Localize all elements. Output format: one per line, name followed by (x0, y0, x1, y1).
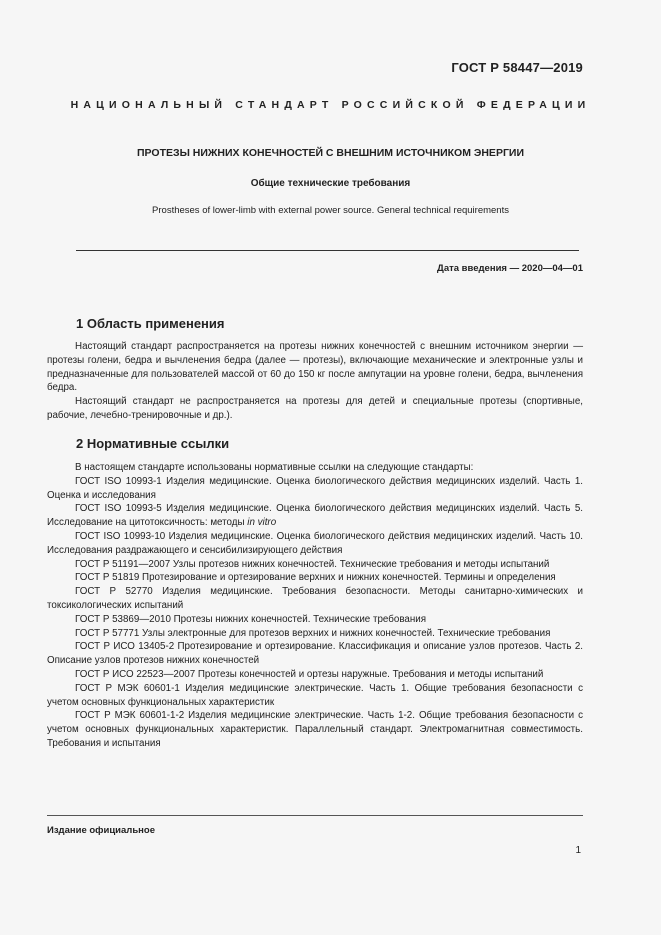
reference-item: ГОСТ ISO 10993-1 Изделия медицинские. Оценка биологического действия медицинских изделий. Часть 1. Оценка и исследования (47, 475, 583, 501)
section-1-heading: 1 Область применения (76, 316, 225, 331)
reference-item: ГОСТ ISO 10993-10 Изделия медицинские. Оценка биологического действия медицинских изделий. Часть 10. Исследования раздражающего и сенсибилизирующего действия (47, 530, 583, 556)
reference-item: ГОСТ Р МЭК 60601-1 Изделия медицинские электрические. Часть 1. Общие требования безопасности с учетом основных функциональных характеристик (47, 682, 583, 708)
organization-title: НАЦИОНАЛЬНЫЙ СТАНДАРТ РОССИЙСКОЙ ФЕДЕРАЦИИ (70, 99, 591, 111)
section-1-paragraph: Настоящий стандарт распространяется на протезы нижних конечностей с внешним источником энергии — протезы голени, бедра и вычленения бедра (далее — протезы), включающие механические и электронные узлы и предназначенные для пользователей массой от 60 до 150 кг после ампутации на уровне голени, бедра, вычленения бедра. (47, 341, 583, 394)
page-number: 1 (575, 845, 581, 856)
section-1-body (47, 340, 583, 423)
footer-divider (47, 815, 583, 816)
document-subtitle: Общие технические требования (250, 178, 411, 189)
section-2-body (47, 461, 583, 751)
reference-item: ГОСТ Р 53869—2010 Протезы нижних конечностей. Технические требования (75, 613, 427, 625)
title-divider (76, 250, 579, 251)
section-1-paragraph: Настоящий стандарт не распространяется на протезы для детей и специальные протезы (спортивные, рабочие, лечебно-тренировочные и др.). (47, 396, 583, 421)
reference-item: ГОСТ Р МЭК 60601-1-2 Изделия медицинские электрические. Часть 1-2. Общие требования безопасности с учетом основных функциональных характеристик. Параллельный стандарт. Электромагнитная совместимость. Требования и испытания (47, 710, 583, 749)
reference-text: ГОСТ ISO 10993-5 Изделия медицинские. Оценка биологического действия медицинских изделий. Часть 5. Исследование на цитотоксичность: методы (47, 503, 583, 529)
reference-item: ГОСТ Р ИСО 13405-2 Протезирование и ортезирование. Классификация и описание узлов протезов. Часть 2. Описание узлов протезов нижних конечностей (47, 641, 583, 667)
reference-item: ГОСТ Р 57771 Узлы электронные для протезов верхних и нижних конечностей. Технические требования (75, 627, 551, 639)
reference-item: ГОСТ Р 51191—2007 Узлы протезов нижних конечностей. Технические требования и методы испытаний (75, 558, 550, 570)
introduction-date: Дата введения — 2020—04—01 (437, 263, 583, 274)
edition-label: Издание официальное (47, 825, 155, 836)
document-code: ГОСТ Р 58447—2019 (451, 60, 583, 75)
english-title: Prostheses of lower-limb with external power source. General technical requirements (152, 205, 509, 216)
reference-italic: in vitro (247, 517, 277, 529)
reference-item: ГОСТ Р 52770 Изделия медицинские. Требования безопасности. Методы санитарно-химических и токсикологических испытаний (47, 586, 583, 611)
section-2-intro: В настоящем стандарте использованы нормативные ссылки на следующие стандарты: (75, 462, 474, 473)
reference-item (47, 502, 583, 530)
document-title: ПРОТЕЗЫ НИЖНИХ КОНЕЧНОСТЕЙ С ВНЕШНИМ ИСТОЧНИКОМ ЭНЕРГИИ (137, 147, 524, 159)
reference-item: ГОСТ Р ИСО 22523—2007 Протезы конечностей и ортезы наружные. Требования и методы испытаний (75, 668, 544, 680)
section-2-heading: 2 Нормативные ссылки (76, 436, 230, 451)
reference-item: ГОСТ Р 51819 Протезирование и ортезирование верхних и нижних конечностей. Термины и определения (75, 572, 556, 584)
